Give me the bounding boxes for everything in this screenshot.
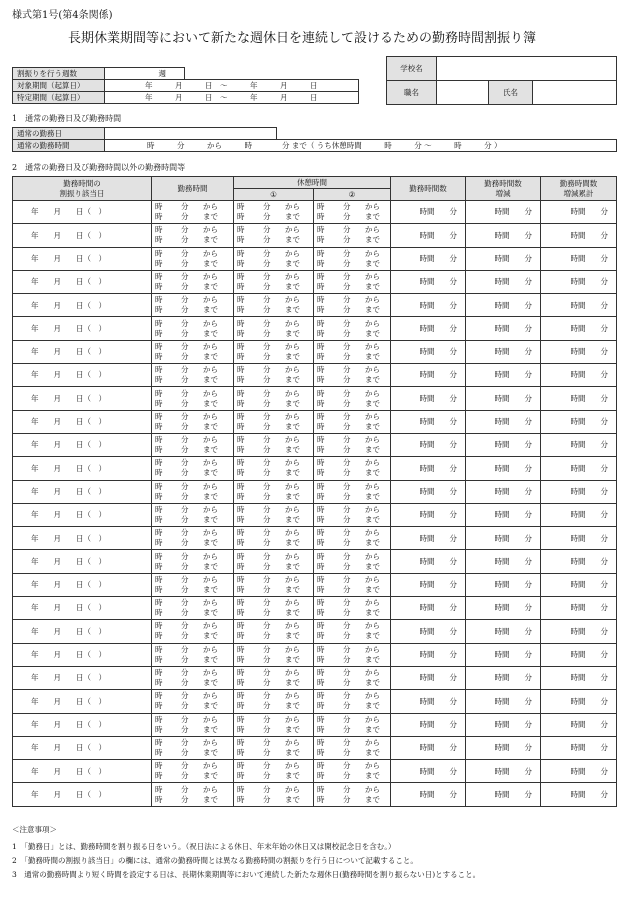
page-title: 長期休業期間等において新たな週休日を連続して設けるための勤務時間割振り簿 bbox=[68, 31, 537, 46]
table-row bbox=[13, 597, 617, 620]
table-row bbox=[13, 270, 617, 293]
cumulative-hours-cell[interactable]: 時間 分 bbox=[541, 666, 617, 689]
cumulative-hours-cell[interactable]: 時間 分 bbox=[541, 247, 617, 270]
day-cell[interactable]: 年 月 日（ ） bbox=[13, 270, 152, 293]
change-hours-cell[interactable]: 時間 分 bbox=[466, 503, 541, 526]
change-hours-cell[interactable]: 時間 分 bbox=[466, 713, 541, 736]
break1-cell[interactable]: 時 分 から 時 分 まで bbox=[234, 270, 314, 293]
work-hours-cell[interactable]: 時 分 から 時 分 まで bbox=[152, 480, 234, 503]
cumulative-hours-cell[interactable]: 時間 分 bbox=[541, 364, 617, 387]
total-hours-cell[interactable]: 時間 分 bbox=[391, 760, 466, 783]
cumulative-hours-cell[interactable]: 時間 分 bbox=[541, 643, 617, 666]
change-hours-cell[interactable]: 時間 分 bbox=[466, 410, 541, 433]
break1-cell[interactable]: 時 分 から 時 分 まで bbox=[234, 410, 314, 433]
day-cell[interactable]: 年 月 日（ ） bbox=[13, 480, 152, 503]
work-hours-cell[interactable]: 時 分 から 時 分 まで bbox=[152, 666, 234, 689]
specific-period-label: 特定期間（起算日） bbox=[13, 92, 105, 104]
table-row bbox=[13, 713, 617, 736]
work-hours-cell[interactable]: 時 分 から 時 分 まで bbox=[152, 620, 234, 643]
total-hours-cell[interactable]: 時間 分 bbox=[391, 201, 466, 224]
break2-cell[interactable]: 時 分 から 時 分 まで bbox=[314, 573, 391, 596]
work-hours-cell[interactable]: 時 分 から 時 分 まで bbox=[152, 713, 234, 736]
break1-cell[interactable]: 時 分 から 時 分 まで bbox=[234, 247, 314, 270]
break2-cell[interactable]: 時 分 から 時 分 まで bbox=[314, 736, 391, 759]
weeks-unit: 週 bbox=[158, 68, 166, 78]
break2-cell[interactable]: 時 分 から 時 分 まで bbox=[314, 527, 391, 550]
change-hours-cell[interactable]: 時間 分 bbox=[466, 783, 541, 806]
break2-cell[interactable]: 時 分 から 時 分 まで bbox=[314, 294, 391, 317]
total-hours-cell[interactable]: 時間 分 bbox=[391, 317, 466, 340]
section2-heading: 2 通常の勤務日及び勤務時間以外の勤務時間等 bbox=[12, 163, 186, 172]
cumulative-hours-cell[interactable]: 時間 分 bbox=[541, 713, 617, 736]
cumulative-hours-cell[interactable]: 時間 分 bbox=[541, 480, 617, 503]
table-row bbox=[13, 364, 617, 387]
break1-cell[interactable]: 時 分 から 時 分 まで bbox=[234, 690, 314, 713]
day-cell[interactable]: 年 月 日（ ） bbox=[13, 247, 152, 270]
total-hours-cell[interactable]: 時間 分 bbox=[391, 433, 466, 456]
change-hours-cell[interactable]: 時間 分 bbox=[466, 270, 541, 293]
change-hours-cell[interactable]: 時間 分 bbox=[466, 760, 541, 783]
break1-cell[interactable]: 時 分 から 時 分 まで bbox=[234, 201, 314, 224]
work-hours-cell[interactable]: 時 分 から 時 分 まで bbox=[152, 736, 234, 759]
day-cell[interactable]: 年 月 日（ ） bbox=[13, 643, 152, 666]
cumulative-hours-cell[interactable]: 時間 分 bbox=[541, 527, 617, 550]
cumulative-hours-cell[interactable]: 時間 分 bbox=[541, 340, 617, 363]
work-hours-cell[interactable]: 時 分 から 時 分 まで bbox=[152, 224, 234, 247]
table-row bbox=[13, 503, 617, 526]
break1-cell[interactable]: 時 分 から 時 分 まで bbox=[234, 387, 314, 410]
break1-cell[interactable]: 時 分 から 時 分 まで bbox=[234, 713, 314, 736]
table-row bbox=[13, 294, 617, 317]
work-hours-cell[interactable]: 時 分 から 時 分 まで bbox=[152, 294, 234, 317]
form-number: 様式第1号(第4条関係) bbox=[12, 10, 113, 21]
change-hours-cell[interactable]: 時間 分 bbox=[466, 690, 541, 713]
break1-cell[interactable]: 時 分 から 時 分 まで bbox=[234, 643, 314, 666]
col-header-total: 勤務時間数 bbox=[391, 177, 466, 201]
regular-hours-field[interactable] bbox=[105, 140, 617, 152]
target-period-label: 対象期間（起算日） bbox=[13, 80, 105, 92]
day-cell[interactable]: 年 月 日（ ） bbox=[13, 760, 152, 783]
position-label: 職名 bbox=[387, 81, 437, 105]
name-field[interactable] bbox=[533, 81, 617, 105]
break1-cell[interactable]: 時 分 から 時 分 まで bbox=[234, 783, 314, 806]
work-hours-cell[interactable]: 時 分 から 時 分 まで bbox=[152, 573, 234, 596]
table-row bbox=[13, 224, 617, 247]
change-hours-cell[interactable]: 時間 分 bbox=[466, 294, 541, 317]
change-hours-cell[interactable]: 時間 分 bbox=[466, 387, 541, 410]
day-cell[interactable]: 年 月 日（ ） bbox=[13, 550, 152, 573]
total-hours-cell[interactable]: 時間 分 bbox=[391, 480, 466, 503]
col-header-hours: 勤務時間 bbox=[152, 177, 234, 201]
change-hours-cell[interactable]: 時間 分 bbox=[466, 620, 541, 643]
change-hours-cell[interactable]: 時間 分 bbox=[466, 317, 541, 340]
break2-cell[interactable]: 時 分 から 時 分 まで bbox=[314, 597, 391, 620]
work-hours-cell[interactable]: 時 分 から 時 分 まで bbox=[152, 643, 234, 666]
break2-cell[interactable]: 時 分 から 時 分 まで bbox=[314, 247, 391, 270]
change-hours-cell[interactable]: 時間 分 bbox=[466, 643, 541, 666]
cumulative-hours-cell[interactable]: 時間 分 bbox=[541, 387, 617, 410]
cumulative-hours-cell[interactable]: 時間 分 bbox=[541, 597, 617, 620]
total-hours-cell[interactable]: 時間 分 bbox=[391, 247, 466, 270]
cumulative-hours-cell[interactable]: 時間 分 bbox=[541, 410, 617, 433]
break1-cell[interactable]: 時 分 から 時 分 まで bbox=[234, 736, 314, 759]
total-hours-cell[interactable]: 時間 分 bbox=[391, 294, 466, 317]
total-hours-cell[interactable]: 時間 分 bbox=[391, 643, 466, 666]
day-cell[interactable]: 年 月 日（ ） bbox=[13, 433, 152, 456]
school-name-label: 学校名 bbox=[387, 57, 437, 81]
day-cell[interactable]: 年 月 日（ ） bbox=[13, 224, 152, 247]
work-hours-cell[interactable]: 時 分 から 時 分 まで bbox=[152, 457, 234, 480]
break1-cell[interactable]: 時 分 から 時 分 まで bbox=[234, 224, 314, 247]
specific-date-range: 年 月 日 〜 年 月 日 bbox=[145, 92, 318, 102]
work-hours-cell[interactable]: 時 分 から 時 分 まで bbox=[152, 270, 234, 293]
break2-cell[interactable]: 時 分 から 時 分 まで bbox=[314, 690, 391, 713]
break1-cell[interactable]: 時 分 から 時 分 まで bbox=[234, 550, 314, 573]
work-hours-cell[interactable]: 時 分 から 時 分 まで bbox=[152, 387, 234, 410]
table-row bbox=[13, 620, 617, 643]
specific-period-field[interactable] bbox=[105, 92, 359, 104]
table-row bbox=[13, 433, 617, 456]
weeks-label: 割振りを行う週数 bbox=[13, 68, 105, 80]
notes-heading: ＜注意事項＞ bbox=[12, 825, 57, 834]
regular-hours-table bbox=[12, 127, 617, 152]
day-cell[interactable]: 年 月 日（ ） bbox=[13, 340, 152, 363]
weeks-field[interactable] bbox=[105, 68, 185, 80]
break1-cell[interactable]: 時 分 から 時 分 まで bbox=[234, 573, 314, 596]
work-hours-cell[interactable]: 時 分 から 時 分 まで bbox=[152, 433, 234, 456]
break2-cell[interactable]: 時 分 から 時 分 まで bbox=[314, 480, 391, 503]
day-cell[interactable]: 年 月 日（ ） bbox=[13, 620, 152, 643]
school-name-field[interactable] bbox=[437, 57, 617, 81]
break2-cell[interactable]: 時 分 から 時 分 まで bbox=[314, 410, 391, 433]
work-hours-cell[interactable]: 時 分 から 時 分 まで bbox=[152, 364, 234, 387]
table-row bbox=[13, 666, 617, 689]
change-hours-cell[interactable]: 時間 分 bbox=[466, 550, 541, 573]
day-cell[interactable]: 年 月 日（ ） bbox=[13, 736, 152, 759]
position-field[interactable] bbox=[437, 81, 489, 105]
total-hours-cell[interactable]: 時間 分 bbox=[391, 573, 466, 596]
break2-cell[interactable]: 時 分 から 時 分 まで bbox=[314, 340, 391, 363]
cumulative-hours-cell[interactable]: 時間 分 bbox=[541, 550, 617, 573]
break1-cell[interactable]: 時 分 から 時 分 まで bbox=[234, 294, 314, 317]
day-cell[interactable]: 年 月 日（ ） bbox=[13, 597, 152, 620]
day-cell[interactable]: 年 月 日（ ） bbox=[13, 783, 152, 806]
change-hours-cell[interactable]: 時間 分 bbox=[466, 224, 541, 247]
change-hours-cell[interactable]: 時間 分 bbox=[466, 527, 541, 550]
change-hours-cell[interactable]: 時間 分 bbox=[466, 457, 541, 480]
total-hours-cell[interactable]: 時間 分 bbox=[391, 503, 466, 526]
total-hours-cell[interactable]: 時間 分 bbox=[391, 713, 466, 736]
name-label: 氏名 bbox=[489, 81, 533, 105]
work-hours-cell[interactable]: 時 分 から 時 分 まで bbox=[152, 340, 234, 363]
table-row bbox=[13, 480, 617, 503]
day-cell[interactable]: 年 月 日（ ） bbox=[13, 201, 152, 224]
cumulative-hours-cell[interactable]: 時間 分 bbox=[541, 433, 617, 456]
cumulative-hours-cell[interactable]: 時間 分 bbox=[541, 457, 617, 480]
break1-cell[interactable]: 時 分 から 時 分 まで bbox=[234, 317, 314, 340]
change-hours-cell[interactable]: 時間 分 bbox=[466, 666, 541, 689]
work-hours-cell[interactable]: 時 分 から 時 分 まで bbox=[152, 317, 234, 340]
change-hours-cell[interactable]: 時間 分 bbox=[466, 573, 541, 596]
table-row bbox=[13, 201, 617, 224]
break1-cell[interactable]: 時 分 から 時 分 まで bbox=[234, 364, 314, 387]
cumulative-hours-cell[interactable]: 時間 分 bbox=[541, 294, 617, 317]
table-row bbox=[13, 690, 617, 713]
cumulative-hours-cell[interactable]: 時間 分 bbox=[541, 503, 617, 526]
break2-cell[interactable]: 時 分 から 時 分 まで bbox=[314, 620, 391, 643]
break2-cell[interactable]: 時 分 から 時 分 まで bbox=[314, 783, 391, 806]
break1-cell[interactable]: 時 分 から 時 分 まで bbox=[234, 666, 314, 689]
change-hours-cell[interactable]: 時間 分 bbox=[466, 433, 541, 456]
total-hours-cell[interactable]: 時間 分 bbox=[391, 270, 466, 293]
change-hours-cell[interactable]: 時間 分 bbox=[466, 340, 541, 363]
note-item: 1 「勤務日」とは、勤務時間を割り振る日をいう。（祝日法による休日、年末年始の休日又は開校記念日を含む。） bbox=[12, 842, 396, 851]
total-hours-cell[interactable]: 時間 分 bbox=[391, 387, 466, 410]
break1-cell[interactable]: 時 分 から 時 分 まで bbox=[234, 433, 314, 456]
break2-cell[interactable]: 時 分 から 時 分 まで bbox=[314, 503, 391, 526]
change-hours-cell[interactable]: 時間 分 bbox=[466, 247, 541, 270]
break2-cell[interactable]: 時 分 から 時 分 まで bbox=[314, 457, 391, 480]
day-cell[interactable]: 年 月 日（ ） bbox=[13, 410, 152, 433]
school-table bbox=[386, 56, 617, 105]
col-header-change: 勤務時間数 増減 bbox=[466, 177, 541, 201]
regular-hours-text: 時 分 から 時 分 まで（ うち休憩時間 時 分 〜 時 分 ） bbox=[147, 140, 502, 150]
day-cell[interactable]: 年 月 日（ ） bbox=[13, 690, 152, 713]
break2-cell[interactable]: 時 分 から 時 分 まで bbox=[314, 201, 391, 224]
col-header-day: 勤務時間の 割振り該当日 bbox=[13, 177, 152, 201]
work-hours-cell[interactable]: 時 分 から 時 分 まで bbox=[152, 201, 234, 224]
table-row bbox=[13, 760, 617, 783]
regular-workday-label: 通常の勤務日 bbox=[13, 128, 105, 140]
day-cell[interactable]: 年 月 日（ ） bbox=[13, 457, 152, 480]
day-cell[interactable]: 年 月 日（ ） bbox=[13, 387, 152, 410]
total-hours-cell[interactable]: 時間 分 bbox=[391, 620, 466, 643]
work-hours-cell[interactable]: 時 分 から 時 分 まで bbox=[152, 247, 234, 270]
work-hours-cell[interactable]: 時 分 から 時 分 まで bbox=[152, 690, 234, 713]
break1-cell[interactable]: 時 分 から 時 分 まで bbox=[234, 457, 314, 480]
day-cell[interactable]: 年 月 日（ ） bbox=[13, 573, 152, 596]
total-hours-cell[interactable]: 時間 分 bbox=[391, 527, 466, 550]
table-row bbox=[13, 317, 617, 340]
break1-cell[interactable]: 時 分 から 時 分 まで bbox=[234, 480, 314, 503]
target-date-range: 年 月 日 〜 年 月 日 bbox=[145, 80, 318, 90]
col-header-break-2: ② bbox=[314, 189, 391, 201]
cumulative-hours-cell[interactable]: 時間 分 bbox=[541, 783, 617, 806]
col-header-cumulative: 勤務時間数 増減累計 bbox=[541, 177, 617, 201]
total-hours-cell[interactable]: 時間 分 bbox=[391, 224, 466, 247]
total-hours-cell[interactable]: 時間 分 bbox=[391, 666, 466, 689]
work-hours-cell[interactable]: 時 分 から 時 分 まで bbox=[152, 503, 234, 526]
work-hours-cell[interactable]: 時 分 から 時 分 まで bbox=[152, 760, 234, 783]
day-cell[interactable]: 年 月 日（ ） bbox=[13, 503, 152, 526]
total-hours-cell[interactable]: 時間 分 bbox=[391, 690, 466, 713]
day-cell[interactable]: 年 月 日（ ） bbox=[13, 317, 152, 340]
table-row bbox=[13, 247, 617, 270]
break1-cell[interactable]: 時 分 から 時 分 まで bbox=[234, 620, 314, 643]
break1-cell[interactable]: 時 分 から 時 分 まで bbox=[234, 503, 314, 526]
day-cell[interactable]: 年 月 日（ ） bbox=[13, 294, 152, 317]
break2-cell[interactable]: 時 分 から 時 分 まで bbox=[314, 550, 391, 573]
change-hours-cell[interactable]: 時間 分 bbox=[466, 736, 541, 759]
work-hours-cell[interactable]: 時 分 から 時 分 まで bbox=[152, 527, 234, 550]
col-header-break-1: ① bbox=[234, 189, 314, 201]
total-hours-cell[interactable]: 時間 分 bbox=[391, 410, 466, 433]
break2-cell[interactable]: 時 分 から 時 分 まで bbox=[314, 713, 391, 736]
day-cell[interactable]: 年 月 日（ ） bbox=[13, 364, 152, 387]
work-hours-cell[interactable]: 時 分 から 時 分 まで bbox=[152, 783, 234, 806]
day-cell[interactable]: 年 月 日（ ） bbox=[13, 527, 152, 550]
work-hours-cell[interactable]: 時 分 から 時 分 まで bbox=[152, 410, 234, 433]
table-row bbox=[13, 340, 617, 363]
schedule-table bbox=[12, 176, 617, 807]
break2-cell[interactable]: 時 分 から 時 分 まで bbox=[314, 760, 391, 783]
break2-cell[interactable]: 時 分 から 時 分 まで bbox=[314, 317, 391, 340]
table-row bbox=[13, 573, 617, 596]
section1-heading: 1 通常の勤務日及び勤務時間 bbox=[12, 114, 122, 123]
change-hours-cell[interactable]: 時間 分 bbox=[466, 597, 541, 620]
note-item: 2 「勤務時間の割振り該当日」の欄には、通常の勤務時間とは異なる勤務時間の割振りを行う日について記載すること。 bbox=[12, 856, 418, 865]
table-row bbox=[13, 527, 617, 550]
table-row bbox=[13, 457, 617, 480]
regular-workday-field[interactable] bbox=[105, 128, 277, 140]
period-table bbox=[12, 67, 359, 104]
break2-cell[interactable]: 時 分 から 時 分 まで bbox=[314, 433, 391, 456]
total-hours-cell[interactable]: 時間 分 bbox=[391, 550, 466, 573]
break1-cell[interactable]: 時 分 から 時 分 まで bbox=[234, 527, 314, 550]
break2-cell[interactable]: 時 分 から 時 分 まで bbox=[314, 224, 391, 247]
table-row bbox=[13, 550, 617, 573]
break2-cell[interactable]: 時 分 から 時 分 まで bbox=[314, 270, 391, 293]
change-hours-cell[interactable]: 時間 分 bbox=[466, 364, 541, 387]
table-row bbox=[13, 783, 617, 806]
break1-cell[interactable]: 時 分 から 時 分 まで bbox=[234, 597, 314, 620]
table-row bbox=[13, 410, 617, 433]
day-cell[interactable]: 年 月 日（ ） bbox=[13, 666, 152, 689]
cumulative-hours-cell[interactable]: 時間 分 bbox=[541, 270, 617, 293]
cumulative-hours-cell[interactable]: 時間 分 bbox=[541, 201, 617, 224]
table-row bbox=[13, 736, 617, 759]
cumulative-hours-cell[interactable]: 時間 分 bbox=[541, 573, 617, 596]
note-item: 3 通常の勤務時間より短く時間を設定する日は、長期休業期間等において連続した新たな週休日(勤務時間を割り振らない日)とすること。 bbox=[12, 870, 481, 879]
cumulative-hours-cell[interactable]: 時間 分 bbox=[541, 736, 617, 759]
target-period-field[interactable] bbox=[105, 80, 359, 92]
work-hours-cell[interactable]: 時 分 から 時 分 まで bbox=[152, 550, 234, 573]
regular-hours-label: 通常の勤務時間 bbox=[13, 140, 105, 152]
change-hours-cell[interactable]: 時間 分 bbox=[466, 201, 541, 224]
cumulative-hours-cell[interactable]: 時間 分 bbox=[541, 760, 617, 783]
total-hours-cell[interactable]: 時間 分 bbox=[391, 597, 466, 620]
break2-cell[interactable]: 時 分 から 時 分 まで bbox=[314, 643, 391, 666]
break2-cell[interactable]: 時 分 から 時 分 まで bbox=[314, 666, 391, 689]
cumulative-hours-cell[interactable]: 時間 分 bbox=[541, 224, 617, 247]
table-row bbox=[13, 387, 617, 410]
work-hours-cell[interactable]: 時 分 から 時 分 まで bbox=[152, 597, 234, 620]
break2-cell[interactable]: 時 分 から 時 分 まで bbox=[314, 387, 391, 410]
break1-cell[interactable]: 時 分 から 時 分 まで bbox=[234, 760, 314, 783]
change-hours-cell[interactable]: 時間 分 bbox=[466, 480, 541, 503]
cumulative-hours-cell[interactable]: 時間 分 bbox=[541, 317, 617, 340]
day-cell[interactable]: 年 月 日（ ） bbox=[13, 713, 152, 736]
total-hours-cell[interactable]: 時間 分 bbox=[391, 457, 466, 480]
cumulative-hours-cell[interactable]: 時間 分 bbox=[541, 620, 617, 643]
break2-cell[interactable]: 時 分 から 時 分 まで bbox=[314, 364, 391, 387]
total-hours-cell[interactable]: 時間 分 bbox=[391, 364, 466, 387]
table-row bbox=[13, 643, 617, 666]
cumulative-hours-cell[interactable]: 時間 分 bbox=[541, 690, 617, 713]
total-hours-cell[interactable]: 時間 分 bbox=[391, 783, 466, 806]
total-hours-cell[interactable]: 時間 分 bbox=[391, 340, 466, 363]
col-header-break: 休憩時間 bbox=[234, 177, 391, 189]
break1-cell[interactable]: 時 分 から 時 分 まで bbox=[234, 340, 314, 363]
total-hours-cell[interactable]: 時間 分 bbox=[391, 736, 466, 759]
